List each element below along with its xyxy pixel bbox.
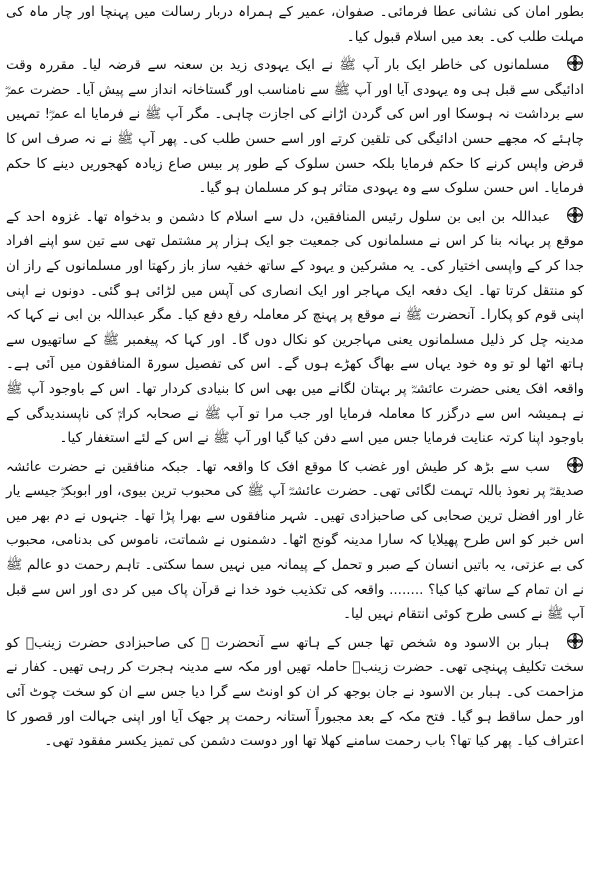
paragraph-zaid-bin-saana (6, 53, 584, 201)
flower-bullet-icon (566, 456, 584, 474)
paragraph-text: سب سے بڑھ کر طیش اور غضب کا موقع افک کا واقعہ تھا۔ جبکہ منافقین نے حضرت عائشہ صدیقہؓ پر نعوذ باللہ تہمت لگائی تھی۔ حضرت عائشہؓ آپ ﷺ کی محبوب ترین بیوی، اور ابوبکرؓ جیسے یار غار اور افضل ترین صحابی کی صاحبزادی تھیں۔ شہر منافقوں سے بھرا پڑا تھا۔ جنہوں نے دم بھر میں اس خبر کو اس طرح پھیلایا کہ سارا مدینہ گونج اٹھا۔ دشمنوں نے شماتت، ناموس کی بدنامی، محبوب کی بے عزتی، یہ باتیں انسان کے صبر و تحمل کے پیمانہ میں نہیں سما سکتی۔ تاہم رحمت دو عالم ﷺ نے ان تمام کے ساتھ کیا کیا؟ ........ واقعہ کی تکذیب خود خدا نے قرآن پاک میں کر دی اور اس سے قبل آپ ﷺ نے کسی طرح کوئی انتقام نہیں لیا۔ (6, 458, 584, 623)
paragraph-text: بطور امان کی نشانی عطا فرمائی۔ صفوان، عمیر کے ہمراہ دربار رسالت میں پہنچا اور چار ماہ کی مہلت طلب کی۔ بعد میں اسلام قبول کیا۔ (6, 4, 584, 45)
paragraph-habbar-bin-aswad (6, 631, 584, 754)
paragraph-intro (6, 0, 584, 49)
paragraph-text: ہبار بن الاسود وہ شخص تھا جس کے ہاتھ سے آنحضرت ﷺ کی صاحبزادی حضرت زینبؓ کو سخت تکلیف پہنچی تھی۔ حضرت زینبؓ حاملہ تھیں اور مکہ سے مدینہ ہجرت کر رہی تھیں۔ کفار نے مزاحمت کی۔ ہبار بن الاسود نے جان بوجھ کر ان کو اونٹ سے گرا دیا جس سے ان کو سخت چوٹ آئی اور حمل ساقط ہو گیا۔ فتح مکہ کے بعد مجبوراً آستانہ رحمت پر جھک آیا اور اپنی جہالت اور قصور کا اعتراف کیا۔ پھر کیا تھا؟ باب رحمت سامنے کھلا تھا اور دوست دشمن کی تمیز یکسر مفقود تھی۔ (6, 634, 584, 750)
flower-bullet-icon (566, 632, 584, 650)
flower-bullet-icon (566, 206, 584, 224)
document-page (6, 0, 584, 896)
flower-bullet-icon (566, 54, 584, 72)
paragraph-ifk (6, 455, 584, 627)
paragraph-abdullah-bin-ubayy (6, 205, 584, 451)
paragraph-text: مسلمانوں کی خاطر ایک بار آپ ﷺ نے ایک یہودی زید بن سعنہ سے قرضہ لیا۔ مقررہ وقت ادائیگی سے قبل ہی وہ یہودی آیا اور آپ ﷺ سے نامناسب اور گستاخانہ انداز سے پیش آیا۔ حضرت عمرؓ سے برداشت نہ ہوسکا اور اس کی گردن اڑانے کی اجازت چاہی۔ مگر آپ ﷺ نے فرمایا اے عمرؓ! تمہیں چاہئے کہ مجھے حسن ادائیگی کی تلقین کرتے اور اسے حسن طلب کی۔ پھر آپ ﷺ نے نہ صرف اس کا قرض واپس کرنے کا حکم فرمایا بلکہ حسن سلوک کے طور پر بیس صاع زیادہ کھجوریں دینے کا حکم فرمایا۔ اس حسن سلوک سے وہ یہودی متاثر ہو کر مسلمان ہو گیا۔ (6, 57, 584, 197)
paragraph-text: عبداللہ بن ابی بن سلول رئیس المنافقین، دل سے اسلام کا دشمن و بدخواہ تھا۔ غزوہ احد کے موقع پر بہانہ بنا کر اس نے مسلمانوں کی جمعیت جو ایک ہزار پر مشتمل تھی سے تین سو اپنے افراد جدا کر کے واپسی اختیار کی۔ یہ مشرکین و یہود کے ساتھ خفیہ ساز باز رکھتا اور مسلمانوں کے راز ان کو منتقل کرتا تھا۔ ایک دفعہ ایک مہاجر اور ایک انصاری کی آپس میں لڑائی ہو گئی۔ دونوں نے اپنی اپنی قوم کو پکارا۔ آنحضرت ﷺ نے موقع پر پہنچ کر معاملہ رفع دفع کیا۔ مگر عبداللہ بن ابی نے کہا کہ مدینہ چل کر ذلیل مسلمانوں یعنی مہاجرین کو نکال دوں گا۔ اور کہا کہ پیغمبر ﷺ کے ساتھیوں سے ہاتھ اٹھا لو تو وہ خود یہاں سے بھاگ کھڑے ہوں گے۔ اس کی تفصیل سورۃ المنافقون میں آئی ہے۔ واقعہ افک یعنی حضرت عائشہؓ پر بہتان لگانے میں بھی اس کا بنیادی کردار تھا۔ اس کے باوجود آپ ﷺ نے ہمیشہ اس سے درگزر کا معاملہ فرمایا اور جب مرا تو آپ ﷺ نے صحابہ کرامؓ کی ناپسندیدگی کے باوجود اپنا کرتہ عنایت فرمایا جس میں اسے دفن کیا گیا اور آپ ﷺ نے اس کے لئے استغفار کیا۔ (6, 208, 584, 447)
